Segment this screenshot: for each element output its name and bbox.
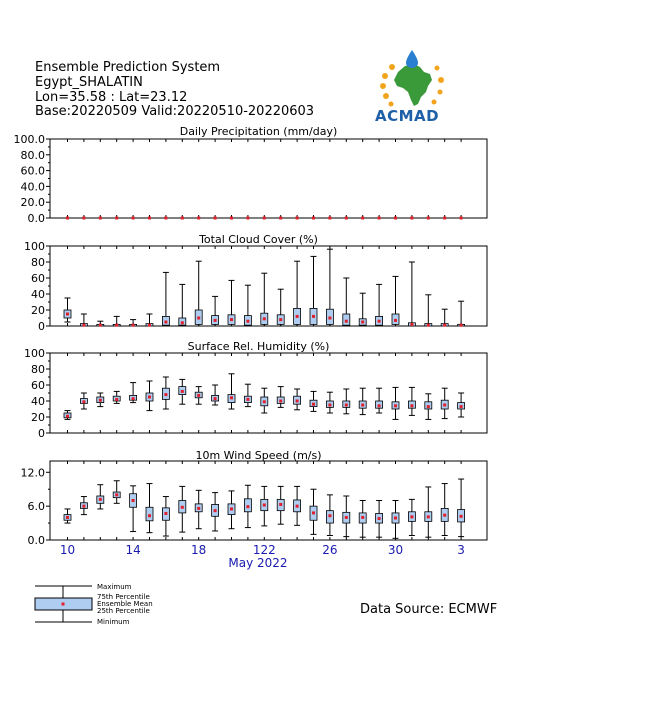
- box-18: [343, 496, 350, 537]
- mean-marker: [164, 217, 167, 220]
- mean-marker: [378, 404, 381, 407]
- panel-frame: [50, 461, 487, 540]
- mean-marker: [148, 396, 151, 399]
- y-tick-label: 40: [31, 288, 45, 301]
- box-6: [146, 314, 153, 327]
- mean-marker: [66, 415, 69, 418]
- box-10: [212, 493, 219, 531]
- box-10: [212, 385, 219, 405]
- mean-marker: [427, 515, 430, 518]
- box-11: [229, 217, 235, 220]
- box-4: [113, 391, 120, 403]
- mean-marker: [115, 398, 118, 401]
- x-tick-label: 18: [191, 543, 207, 557]
- panel-frame: [50, 246, 487, 326]
- logo-text: ACMAD: [375, 107, 440, 125]
- mean-marker: [164, 512, 167, 515]
- mean-marker: [443, 514, 446, 517]
- mean-marker: [345, 404, 348, 407]
- mean-marker: [197, 217, 200, 220]
- mean-marker: [328, 404, 331, 407]
- box-16: [310, 256, 317, 326]
- box-17: [326, 392, 333, 413]
- box-15: [294, 389, 301, 410]
- mean-marker: [328, 217, 331, 220]
- box-21: [392, 501, 399, 539]
- mean-marker: [263, 504, 266, 507]
- legend-mean-marker: [62, 603, 65, 606]
- legend-maximum: Maximum: [97, 583, 132, 591]
- header-system: Ensemble Prediction System: [35, 60, 221, 75]
- mean-marker: [230, 507, 233, 510]
- box-22: [409, 217, 415, 220]
- mean-marker: [214, 509, 217, 512]
- mean-marker: [82, 400, 85, 403]
- y-tick-label: 100.0: [13, 133, 45, 146]
- y-tick-label: 60: [31, 379, 45, 392]
- y-tick-label: 6.0: [27, 500, 45, 514]
- y-tick-label: 0.0: [27, 212, 45, 225]
- mean-marker: [132, 499, 135, 502]
- mean-marker: [296, 505, 299, 508]
- y-tick-label: 100: [24, 240, 45, 253]
- box-20: [376, 284, 383, 326]
- mean-marker: [181, 506, 184, 509]
- box-5: [130, 217, 136, 220]
- mean-marker: [312, 217, 315, 220]
- mean-marker: [148, 514, 151, 517]
- y-tick-label: 60.0: [20, 164, 45, 178]
- mean-marker: [378, 320, 381, 323]
- x-tick-label: 14: [125, 543, 141, 557]
- mean-marker: [246, 505, 249, 508]
- mean-marker: [246, 320, 249, 323]
- panel-1: [14, 125, 488, 225]
- box-7: [163, 217, 169, 220]
- box-18: [343, 389, 350, 414]
- y-tick-label: 100: [24, 347, 45, 360]
- mean-marker: [427, 217, 430, 220]
- box-25: [458, 217, 464, 220]
- legend: [35, 583, 153, 626]
- box-16: [310, 489, 317, 534]
- box-14: [277, 486, 284, 524]
- y-tick-label: 80: [31, 363, 45, 376]
- mean-marker: [246, 217, 249, 220]
- mean-marker: [99, 498, 102, 501]
- box-19: [360, 217, 366, 220]
- box-7: [162, 497, 169, 537]
- box-15: [294, 217, 300, 220]
- legend-75th: 75th Percentile: [97, 593, 150, 601]
- mean-marker: [328, 514, 331, 517]
- y-tick-label: 40: [31, 395, 45, 408]
- mean-marker: [443, 324, 446, 327]
- box-14: [278, 217, 284, 220]
- y-tick-label: 0: [38, 320, 45, 333]
- mean-marker: [410, 404, 413, 407]
- box-12: [244, 285, 251, 326]
- mean-marker: [164, 321, 167, 324]
- mean-marker: [82, 217, 85, 220]
- mean-marker: [246, 398, 249, 401]
- mean-marker: [460, 324, 463, 327]
- header-station: Egypt_SHALATIN: [35, 75, 143, 90]
- mean-marker: [410, 515, 413, 518]
- box-1: [64, 411, 71, 420]
- box-1: [64, 509, 71, 523]
- box-20: [376, 388, 383, 413]
- box-24: [442, 217, 448, 220]
- mean-marker: [443, 404, 446, 407]
- box-17: [326, 249, 333, 326]
- mean-marker: [312, 511, 315, 514]
- box-12: [244, 384, 251, 406]
- box-6: [147, 217, 153, 220]
- box-12: [245, 217, 251, 220]
- panel-title: Daily Precipitation (mm/day): [179, 125, 338, 138]
- panel-frame: [50, 139, 487, 218]
- mean-marker: [279, 400, 282, 403]
- box-10: [212, 296, 219, 326]
- box-16: [310, 391, 317, 411]
- box-4: [113, 316, 120, 326]
- mean-marker: [230, 217, 233, 220]
- box-13: [261, 217, 267, 220]
- box-20: [376, 217, 382, 220]
- box-15: [294, 486, 301, 525]
- panel-title: Total Cloud Cover (%): [199, 233, 318, 246]
- box-2: [81, 217, 87, 220]
- box-1: [64, 298, 71, 322]
- x-tick-label: 30: [387, 543, 404, 557]
- box-9: [195, 387, 202, 405]
- box-21: [392, 276, 399, 326]
- box-24: [441, 309, 448, 327]
- box-17: [327, 217, 333, 220]
- panel-title: 10m Wind Speed (m/s): [195, 449, 322, 462]
- mean-marker: [66, 516, 69, 519]
- mean-marker: [181, 217, 184, 220]
- mean-marker: [181, 390, 184, 393]
- box-6: [146, 484, 153, 533]
- mean-marker: [197, 507, 200, 510]
- x-axis-month: May 2022: [228, 556, 288, 570]
- box-9: [196, 217, 202, 220]
- box-11: [228, 491, 235, 529]
- box-14: [277, 289, 284, 326]
- y-tick-label: 0: [38, 427, 45, 440]
- legend-mean: Ensemble Mean: [97, 600, 153, 608]
- box-24: [441, 484, 448, 536]
- mean-marker: [181, 321, 184, 324]
- mean-marker: [345, 320, 348, 323]
- box-5: [130, 486, 137, 532]
- africa-icon: [394, 64, 432, 106]
- box-23: [425, 217, 431, 220]
- mean-marker: [345, 217, 348, 220]
- mean-marker: [263, 317, 266, 320]
- legend-minimum: Minimum: [97, 618, 130, 626]
- mean-marker: [197, 394, 200, 397]
- mean-marker: [394, 404, 397, 407]
- mean-marker: [378, 217, 381, 220]
- box-5: [130, 383, 137, 403]
- mean-marker: [345, 516, 348, 519]
- box-19: [359, 501, 366, 538]
- header-coords: Lon=35.58 : Lat=23.12: [35, 90, 188, 105]
- box-20: [376, 501, 383, 538]
- header-dates: Base:20220509 Valid:20220510-20220603: [35, 104, 315, 119]
- box-16: [311, 217, 317, 220]
- box-13: [261, 388, 268, 413]
- box-11: [228, 280, 235, 326]
- mean-marker: [443, 217, 446, 220]
- box-9: [195, 261, 202, 326]
- box-23: [425, 394, 432, 420]
- box-24: [441, 388, 448, 418]
- box-25: [458, 479, 465, 537]
- box-19: [359, 388, 366, 414]
- mean-marker: [361, 217, 364, 220]
- x-tick-label: 26: [322, 543, 338, 557]
- mean-marker: [312, 403, 315, 406]
- box-10: [212, 217, 218, 220]
- mean-marker: [361, 321, 364, 324]
- box-8: [179, 379, 186, 404]
- y-tick-label: 40.0: [20, 180, 45, 194]
- box-18: [343, 278, 350, 326]
- mean-marker: [296, 217, 299, 220]
- mean-marker: [263, 217, 266, 220]
- box-14: [277, 387, 284, 408]
- box-25: [458, 393, 465, 417]
- mean-marker: [214, 397, 217, 400]
- mean-marker: [394, 319, 397, 322]
- mean-marker: [115, 324, 118, 327]
- mean-marker: [148, 324, 151, 327]
- mean-marker: [148, 217, 151, 220]
- mean-marker: [460, 217, 463, 220]
- x-tick-label: 10: [59, 543, 76, 557]
- box-9: [195, 490, 202, 528]
- box-21: [392, 387, 399, 419]
- mean-marker: [164, 393, 167, 396]
- panel-2: [24, 233, 487, 333]
- box-8: [179, 284, 186, 326]
- box-2: [80, 393, 87, 409]
- x-tick-label: 122: [252, 543, 276, 557]
- box-5: [130, 320, 137, 327]
- mean-marker: [132, 324, 135, 327]
- mean-marker: [460, 405, 463, 408]
- x-tick-label: 3: [457, 543, 465, 557]
- box-13: [261, 273, 268, 326]
- y-tick-label: 12.0: [20, 466, 45, 480]
- box-3: [97, 217, 103, 220]
- mean-marker: [99, 399, 102, 402]
- mean-marker: [328, 317, 331, 320]
- mean-marker: [427, 324, 430, 327]
- mean-marker: [279, 503, 282, 506]
- panel-3: [24, 340, 487, 440]
- water-drop-icon: [406, 50, 418, 68]
- box-4: [114, 217, 120, 220]
- y-tick-label: 80: [31, 256, 45, 269]
- box-22: [408, 499, 415, 535]
- mean-marker: [197, 317, 200, 320]
- box-23: [425, 295, 432, 327]
- mean-marker: [296, 400, 299, 403]
- box-8: [179, 217, 185, 220]
- box-22: [408, 262, 415, 326]
- mean-marker: [132, 397, 135, 400]
- box-18: [343, 217, 349, 220]
- mean-marker: [214, 217, 217, 220]
- mean-marker: [99, 324, 102, 327]
- box-19: [359, 293, 366, 326]
- iqr-box: [343, 314, 350, 325]
- box-13: [261, 486, 268, 526]
- box-21: [393, 217, 399, 220]
- panel-frame: [50, 353, 487, 433]
- box-2: [80, 314, 87, 327]
- mean-marker: [279, 318, 282, 321]
- box-1: [65, 217, 71, 220]
- mean-marker: [394, 217, 397, 220]
- box-8: [179, 486, 186, 532]
- box-23: [425, 487, 432, 537]
- box-25: [458, 301, 465, 327]
- mean-marker: [361, 516, 364, 519]
- mean-marker: [66, 217, 69, 220]
- box-3: [97, 321, 104, 327]
- mean-marker: [361, 404, 364, 407]
- mean-marker: [263, 400, 266, 403]
- box-6: [146, 381, 153, 411]
- box-17: [326, 495, 333, 536]
- panel-4: [21, 449, 488, 547]
- mean-marker: [394, 516, 397, 519]
- mean-marker: [99, 217, 102, 220]
- y-tick-label: 20: [31, 411, 45, 424]
- mean-marker: [378, 517, 381, 520]
- y-tick-label: 80.0: [20, 148, 45, 162]
- data-source: Data Source: ECMWF: [360, 602, 498, 617]
- mean-marker: [82, 505, 85, 508]
- mean-marker: [115, 493, 118, 496]
- box-11: [228, 374, 235, 409]
- mean-marker: [214, 319, 217, 322]
- mean-marker: [410, 217, 413, 220]
- mean-marker: [132, 217, 135, 220]
- mean-marker: [279, 217, 282, 220]
- box-15: [294, 261, 301, 326]
- iqr-box: [146, 507, 153, 521]
- legend-25th: 25th Percentile: [97, 607, 150, 615]
- mean-marker: [66, 313, 69, 316]
- box-2: [80, 497, 87, 515]
- panel-title: Surface Rel. Humidity (%): [187, 340, 330, 353]
- box-12: [244, 485, 251, 527]
- mean-marker: [296, 315, 299, 318]
- box-22: [408, 387, 415, 415]
- box-3: [97, 393, 104, 407]
- mean-marker: [427, 405, 430, 408]
- box-4: [113, 481, 120, 504]
- mean-marker: [460, 515, 463, 518]
- mean-marker: [230, 318, 233, 321]
- acmad-logo: [380, 50, 444, 107]
- mean-marker: [230, 396, 233, 399]
- mean-marker: [115, 217, 118, 220]
- y-tick-label: 0.0: [27, 534, 45, 547]
- y-tick-label: 60: [31, 272, 45, 285]
- box-7: [162, 272, 169, 326]
- mean-marker: [82, 324, 85, 327]
- box-3: [97, 485, 104, 509]
- y-tick-label: 20: [31, 304, 45, 317]
- box-7: [162, 377, 169, 409]
- mean-marker: [312, 315, 315, 318]
- y-tick-label: 20.0: [20, 196, 45, 210]
- mean-marker: [410, 323, 413, 326]
